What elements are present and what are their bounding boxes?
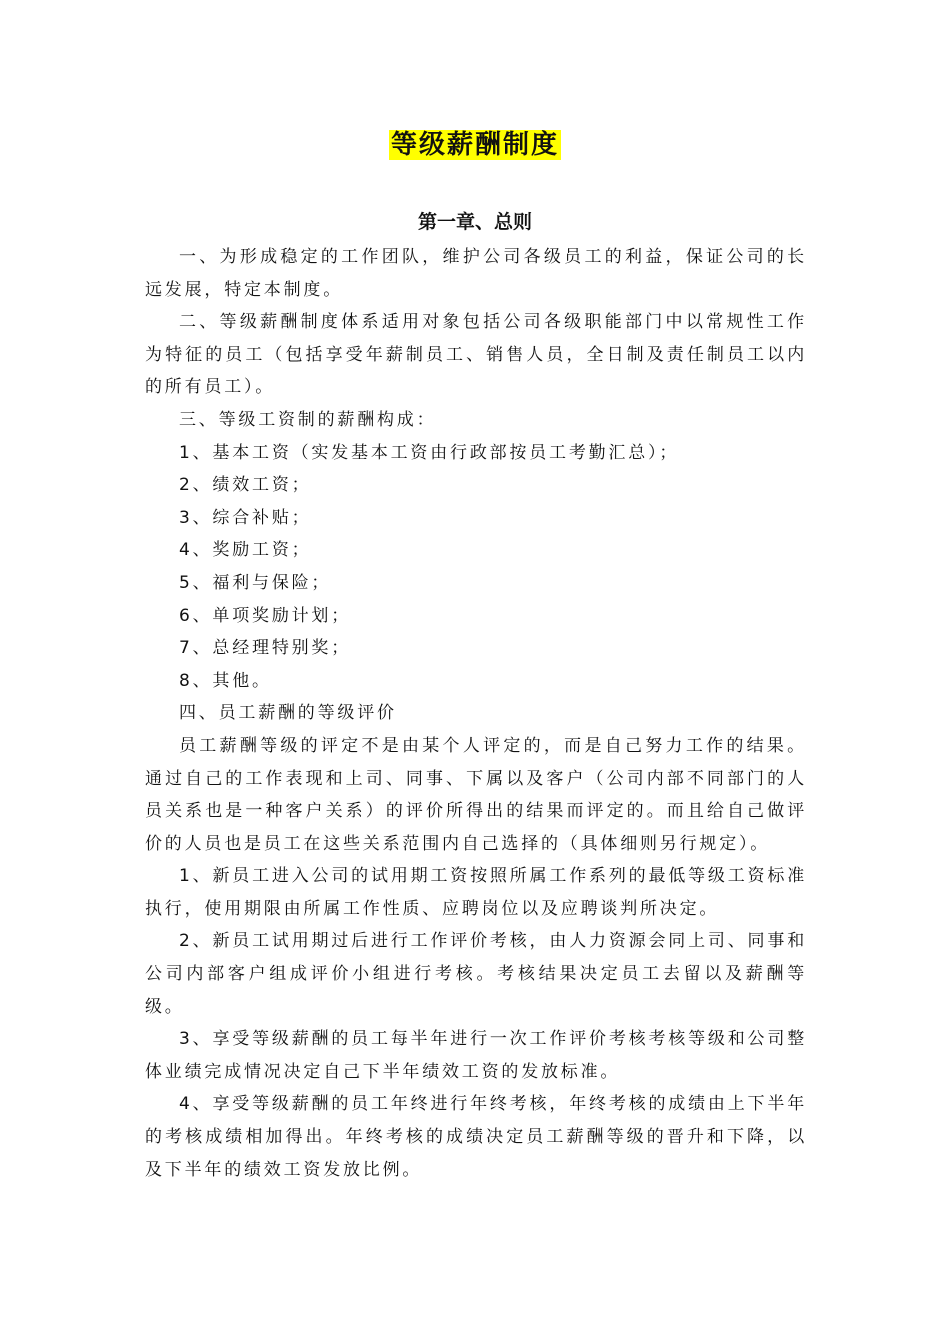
paragraph: 四、员工薪酬的等级评价 <box>179 703 397 724</box>
list-item: 8、其他。 <box>179 670 272 691</box>
paragraph: 三、等级工资制的薪酬构成： <box>179 409 437 430</box>
document-title-text: 等级薪酬制度 <box>390 130 559 160</box>
list-item: 7、总经理特别奖； <box>179 638 352 659</box>
paragraph: 二、等级薪酬制度体系适用对象包括公司各级职能部门中以常规性工作为特征的员工（包括享受年薪制员工、销售人员，全日制及责任制员工以内的所有员工）。 <box>145 312 807 398</box>
paragraph: 2、新员工试用期过后进行工作评价考核，由人力资源会同上司、同事和公司内部客户组成评价小组进行考核。考核结果决定员工去留以及薪酬等级。 <box>145 931 807 1017</box>
paragraph: 4、享受等级薪酬的员工年终进行年终考核，年终考核的成绩由上下半年的考核成绩相加得出。年终考核的成绩决定员工薪酬等级的晋升和下降，以及下半年的绩效工资发放比例。 <box>145 1094 807 1180</box>
list-item: 4、奖励工资； <box>179 540 312 561</box>
chapter-heading: 第一章、总则 <box>417 211 532 233</box>
list-item: 5、福利与保险； <box>179 572 332 593</box>
document-title <box>0 128 950 165</box>
paragraph: 员工薪酬等级的评定不是由某个人评定的，而是自己努力工作的结果。通过自己的工作表现和上司、同事、下属以及客户（公司内部不同部门的人员关系也是一种客户关系）的评价所得出的结果而评定的。而且给自己做评价的人员也是员工在这些关系范围内自己选择的（具体细则另行规定）。 <box>145 735 807 854</box>
list-item: 6、单项奖励计划； <box>179 605 352 626</box>
list-item: 2、绩效工资； <box>179 475 312 496</box>
paragraph: 1、新员工进入公司的试用期工资按照所属工作系列的最低等级工资标准执行，使用期限由所属工作性质、应聘岗位以及应聘谈判所决定。 <box>145 866 807 919</box>
paragraph: 3、享受等级薪酬的员工每半年进行一次工作评价考核考核等级和公司整体业绩完成情况决定自己下半年绩效工资的发放标准。 <box>145 1029 807 1082</box>
paragraph: 一、为形成稳定的工作团队，维护公司各级员工的利益，保证公司的长远发展，特定本制度。 <box>145 247 807 300</box>
document-body <box>145 241 807 1186</box>
list-item: 3、综合补贴； <box>179 507 312 528</box>
list-item: 1、基本工资（实发基本工资由行政部按员工考勤汇总）； <box>179 442 680 463</box>
